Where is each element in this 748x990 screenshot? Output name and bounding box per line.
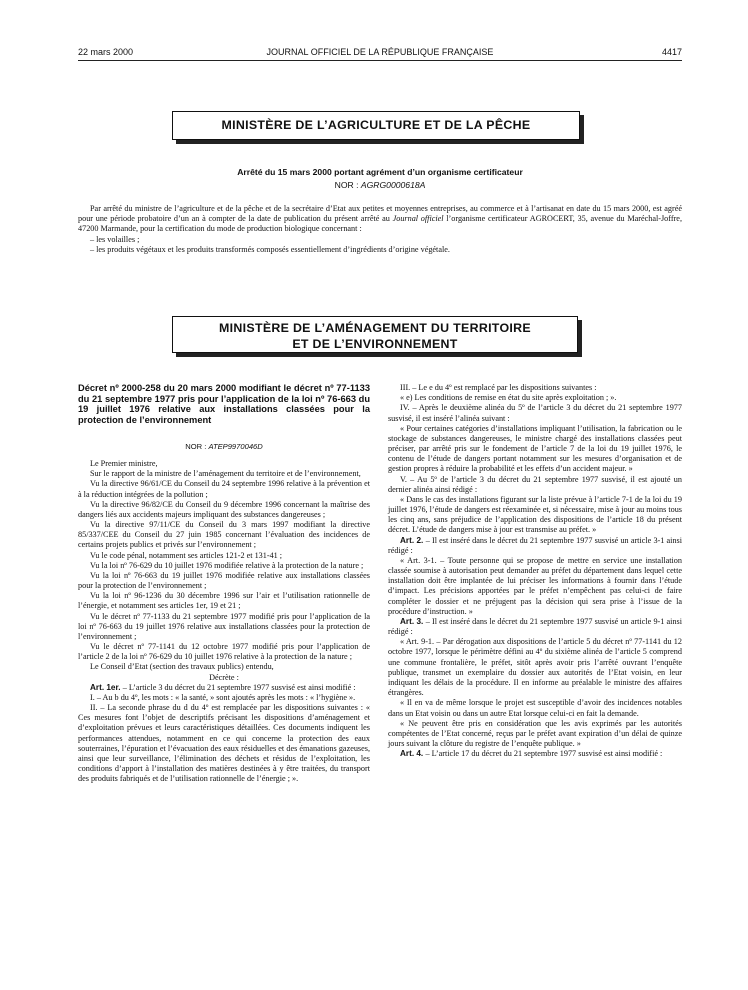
arrete-text-b: l’organisme certificateur AGROCERT, 35, avenue du Maréchal-Joffre, 47200 Marmande, pour la certification du mode de production biologique concernant : [78, 214, 682, 234]
decret-paragraph: « e) Les conditions de remise en état du site après exploitation ; ». [400, 393, 617, 403]
ministry-agriculture-box [172, 111, 580, 140]
decret-paragraph: Vu la directive 97/11/CE du Conseil du 3 mars 1997 modifiant la directive 85/337/CEE du Conseil du 27 juin 1985 concernant l’évaluation des incidences de certains projets publics et privés sur l’environnement ; [78, 520, 370, 550]
arrete-title: Arrêté du 15 mars 2000 portant agrément d’un organisme certificateur [237, 167, 523, 177]
decret-paragraph: « Pour certaines catégories d’installations impliquant l’utilisation, la fabrication ou le stockage de substances dangereuses, le ministre chargé des installations classées peut préciser, par arrêté pris sur le fondement de l’article 7 de la loi du 19 juillet 1976, le contenu de l’étude de dangers portant notamment sur les mesures d’organisation et de gestion propres à réduire la probabilité et les effets d’un accident majeur. » [388, 423, 682, 474]
decret-paragraph: « Art. 3-1. – Toute personne qui se propose de mettre en service une installation classée soumise à autorisation peut demander au préfet du département dans lequel cette installation doit être implantée de lui préciser les informations à fournir dans l’étude d’impact. Les précisions apportées par le préfet n’empêchent pas celui-ci de faire compléter le dossier et ne préjugent pas la décision qui sera prise à l’issue de la procédure d’instruction. » [388, 555, 682, 616]
arrete-body [78, 204, 682, 255]
decret-paragraph: Vu la directive 96/82/CE du Conseil du 9 décembre 1996 concernant la maîtrise des dangers liés aux accidents majeurs impliquant des substances dangereuses ; [78, 499, 370, 519]
decret-paragraph: I. – Au b du 4º, les mots : « la santé, » sont ajoutés après les mots : « l’hygiène ». [90, 692, 356, 702]
decret-paragraph: V. – Au 5º de l’article 3 du décret du 21 septembre 1977 susvisé, il est ajouté un dernier alinéa ainsi rédigé : [388, 474, 682, 494]
article-number: Art. 3. [400, 616, 426, 626]
decret-paragraph: Vu la loi nº 96-1236 du 30 décembre 1996 sur l’air et l’utilisation rationnelle de l’énergie, et notamment ses articles 1er, 19 et 21 ; [78, 591, 370, 611]
ministry-environment-line2: ET DE L’ENVIRONNEMENT [292, 337, 458, 351]
decret-right-column [388, 383, 682, 759]
header-page-number: 4417 [661, 47, 682, 57]
arrete-paragraph [78, 204, 682, 235]
decret-paragraph: Sur le rapport de la ministre de l’aménagement du territoire et de l’environnement, [90, 469, 361, 479]
arrete-nor-code: AGRG0000618A [360, 180, 426, 190]
article-number: Art. 2. [400, 535, 426, 545]
decret-paragraph: Vu le décret nº 77-1141 du 12 octobre 1977 modifié pris pour l’application de l’article 2 de la loi nº 76-629 du 10 juillet 1976 relative à la protection de la nature ; [78, 642, 370, 662]
decret-paragraph: « Art. 9-1. – Par dérogation aux dispositions de l’article 5 du décret nº 77-1141 du 12 octobre 1977, lorsque le périmètre défini au 4º du sixième alinéa de l’article 5 comprend une commune frontalière, le préfet, sitôt après avoir pris l’arrêté ouvrant l’enquête publique, transmet un exemplaire du dossier aux autorités de l’Etat voisin, en leur indiquant les délais de la procédure. Il en informe au préalable le ministre des affaires étrangères. [388, 637, 682, 698]
decret-paragraph: « Dans le cas des installations figurant sur la liste prévue à l’article 7-1 de la loi du 19 juillet 1976, l’étude de dangers est réexaminée et, si nécessaire, mise à jour au moins tous les cinq ans, sans préjudice de l’application des dispositions de l’article 18 du présent décret. L’étude de dangers mise à jour est transmise au préfet. » [388, 494, 682, 535]
decret-paragraph: III. – Le e du 4º est remplacé par les dispositions suivantes : [400, 383, 597, 392]
header-rule [78, 60, 682, 61]
decret-title: Décret nº 2000-258 du 20 mars 2000 modifiant le décret nº 77-1133 du 21 septembre 1977 pris pour l’application de la loi nº 76-663 du 19 juillet 1976 relative aux installations classées pour la protection de l’environnement [78, 383, 370, 426]
decret-paragraph: Vu la directive 96/61/CE du Conseil du 24 septembre 1996 relative à la prévention et à la réduction intégrées de la pollution ; [78, 479, 370, 499]
ministry-agriculture-title: MINISTÈRE DE L’AGRICULTURE ET DE LA PÊCHE [221, 118, 531, 132]
decrete-label: Décrète : [209, 672, 239, 682]
decret-nor-label: NOR : [185, 442, 209, 451]
article-number: Art. 4. [400, 749, 426, 759]
header-date: 22 mars 2000 [78, 47, 134, 57]
decret-article: Art. 1er. – L’article 3 du décret du 21 septembre 1977 susvisé est ainsi modifié : [90, 682, 356, 692]
decret-article: Art. 4. – L’article 17 du décret du 21 septembre 1977 susvisé est ainsi modifié : [400, 749, 663, 759]
decret-nor [78, 442, 370, 451]
running-header [78, 47, 682, 61]
arrete-item: – les produits végétaux et les produits transformés composés essentiellement d’ingrédients d’origine végétale. [90, 244, 450, 254]
decret-paragraph: Le Conseil d’Etat (section des travaux publics) entendu, [90, 662, 274, 672]
decret-paragraph: Vu le code pénal, notamment ses articles 121-2 et 131-41 ; [90, 550, 283, 560]
decret-paragraph: IV. – Après le deuxième alinéa du 5º de l’article 3 du décret du 21 septembre 1977 susvisé, il est inséré l’alinéa suivant : [388, 403, 682, 423]
ministry-environment-line1: MINISTÈRE DE L’AMÉNAGEMENT DU TERRITOIRE [219, 321, 531, 335]
header-journal-title: JOURNAL OFFICIEL DE LA RÉPUBLIQUE FRANÇAISE [266, 47, 494, 57]
decret-paragraph: Vu la loi nº 76-629 du 10 juillet 1976 modifiée relative à la protection de la nature ; [90, 560, 364, 570]
decret-paragraph: II. – La seconde phrase du d du 4º est remplacée par les dispositions suivantes : « Ces mesures font l’objet de descriptifs précisant les dispositions d’aménagement et d’exploitation prévues et leurs caractéristiques détaillées. Ces documents indiquent les performances attendues, notamment en ce qui concerne la protection des eaux souterraines, l’épuration et l’évacuation des eaux résiduelles et des émanations gazeuses, ainsi que leur surveillance, l’élimination des déchets et résidus de l’exploitation, les conditions d’apport à l’installation des matières destinées à y être traitées, du transport des produits fabriqués et de l’utilisation rationnelle de l’énergie ; ». [78, 703, 370, 784]
arrete-nor [78, 180, 682, 190]
decret-article: Art. 3. – Il est inséré dans le décret du 21 septembre 1977 susvisé un article 9-1 ainsi rédigé : [388, 616, 682, 637]
decret-paragraph: Le Premier ministre, [90, 459, 158, 468]
arrete-item: – les volailles ; [90, 234, 140, 244]
decret-paragraph: Vu le décret nº 77-1133 du 21 septembre 1977 modifié pris pour l’application de la loi nº 76-663 du 19 juillet 1976 relative aux installations classées pour la protection de l’environnement ; [78, 611, 370, 641]
decret-paragraph: Vu la loi nº 76-663 du 19 juillet 1976 modifiée relative aux installations classées pour la protection de l’environnement ; [78, 570, 370, 591]
article-number: Art. 1er. [90, 682, 123, 692]
arrete-text-journal: Journal officiel [392, 214, 444, 224]
decret-article: Art. 2. – Il est inséré dans le décret du 21 septembre 1977 susvisé un article 3-1 ainsi rédigé : [388, 535, 682, 555]
decret-left-column [78, 459, 370, 785]
decret-paragraph: « Il en va de même lorsque le projet est susceptible d’avoir des incidences notables dans un Etat voisin ou dans un autre Etat lorsque celui-ci en fait la demande. [388, 698, 682, 718]
ministry-environment-box [172, 316, 578, 353]
decret-paragraph: « Ne peuvent être pris en considération que les avis exprimés par les autorités compétentes de l’Etat concerné, reçus par le préfet avant expiration d’un délai de quinze jours suivant la clôture du registre de l’enquête publique. » [388, 718, 682, 749]
arrete-text-a: Par arrêté du ministre de l’agriculture et de la pêche et de la secrétaire d’Etat aux petites et moyennes entreprises, au commerce et à l’artisanat en date du 15 mars 2000, est agréé pour une période probatoire d’un an à compter de la date de publication du présent arrêté au [78, 204, 682, 224]
decret-nor-code: ATEP9970046D [208, 442, 263, 451]
arrete-nor-label: NOR : [334, 180, 361, 190]
